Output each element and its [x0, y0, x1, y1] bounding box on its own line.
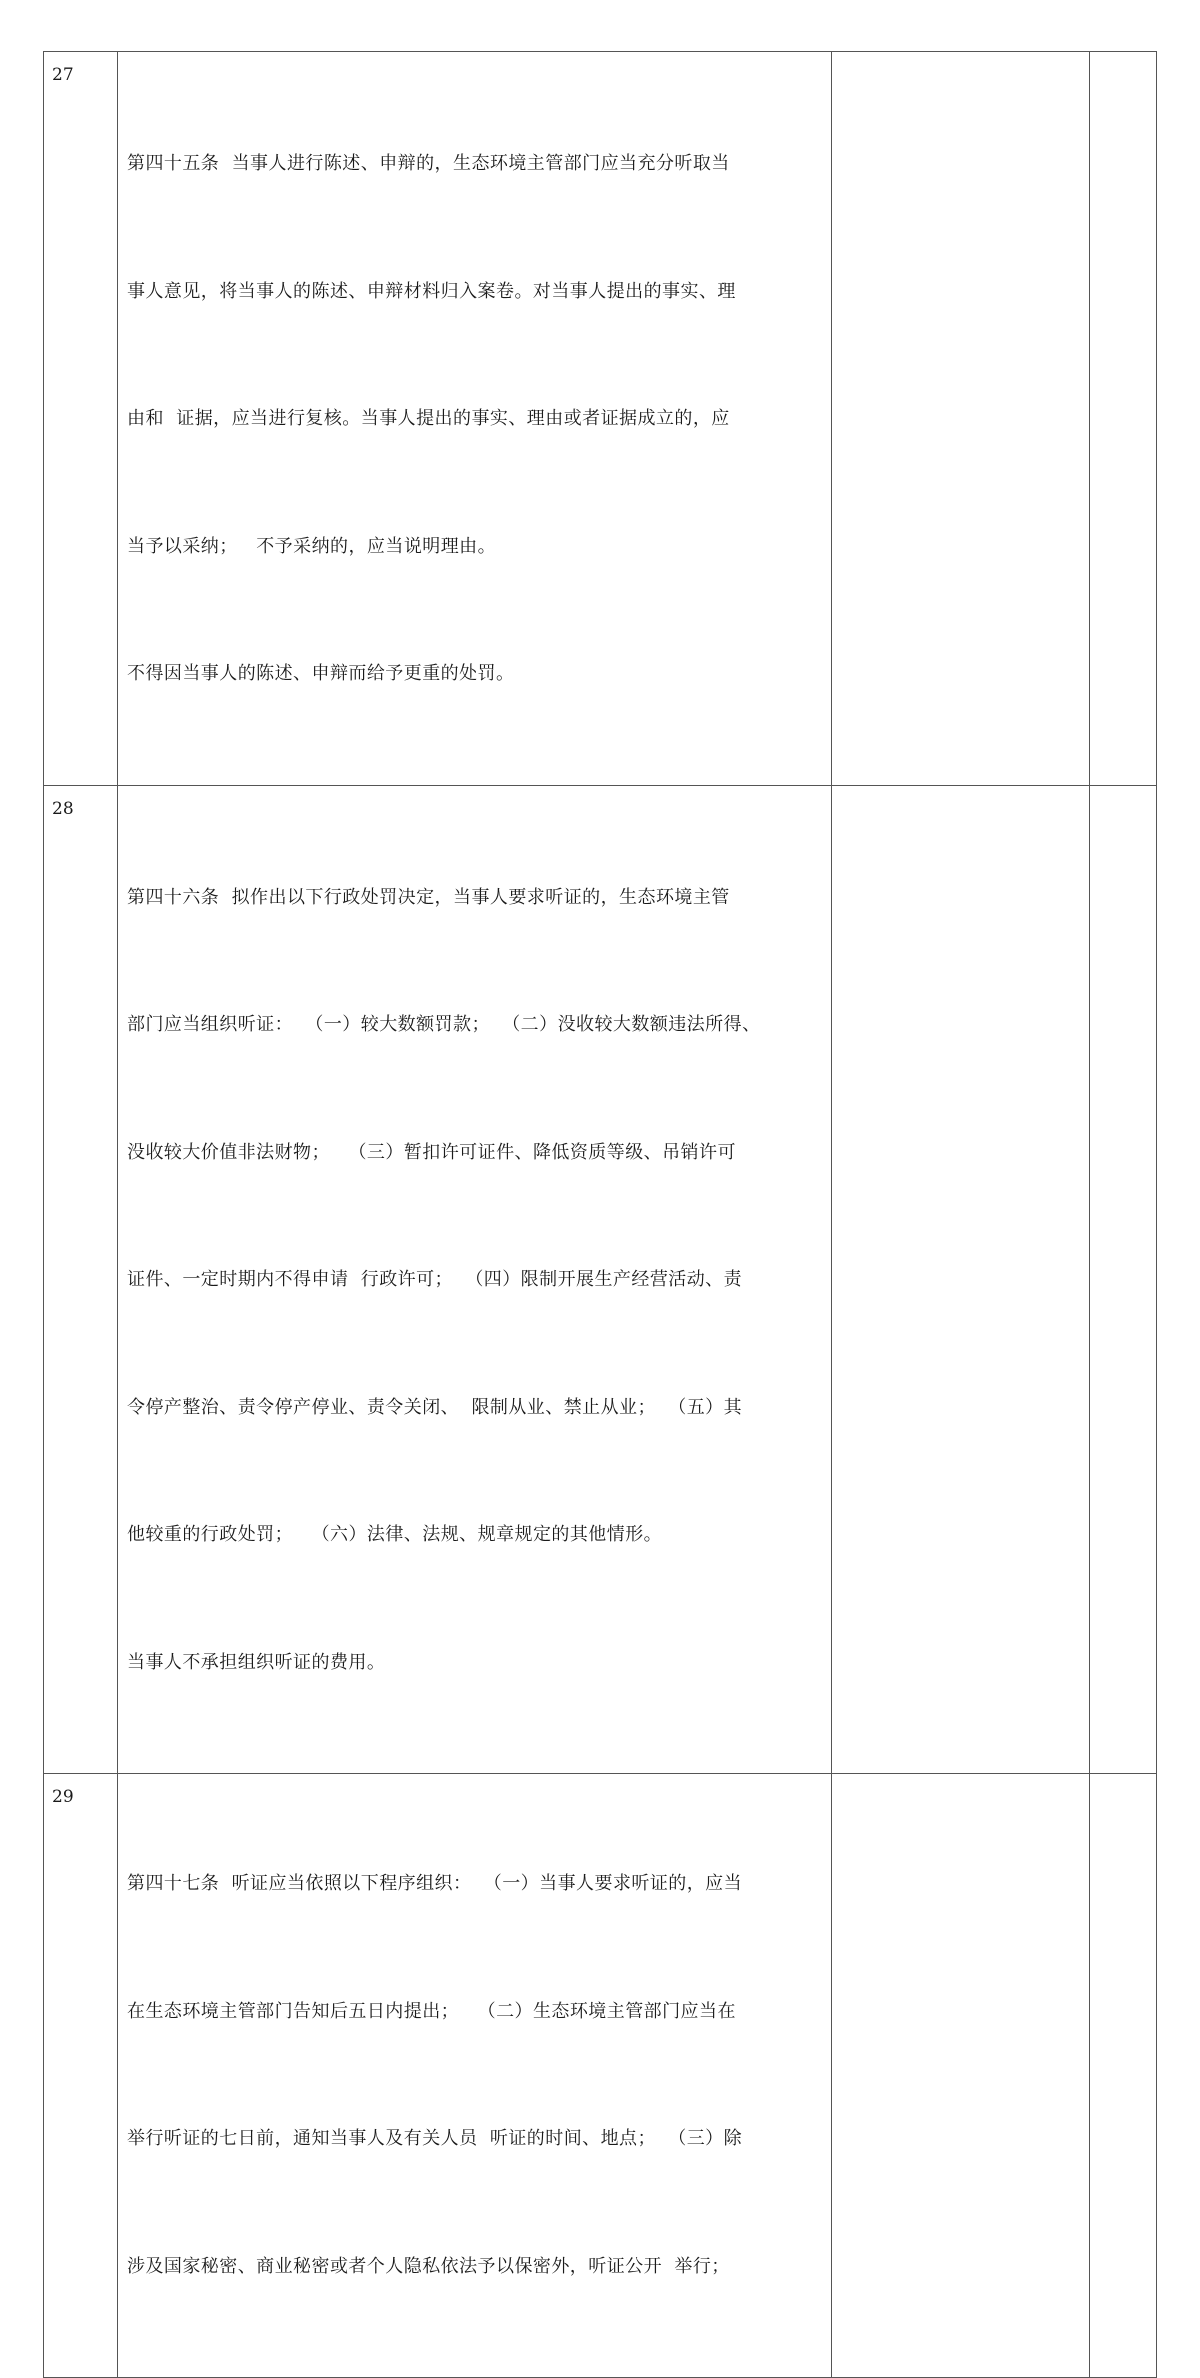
text-line: 部门应当组织听证： （一）较大数额罚款； （二）没收较大数额违法所得、 — [127, 1014, 761, 1035]
text-line: 他较重的行政处罚； （六）法律、法规、规章规定的其他情形。 — [127, 1524, 663, 1545]
text-line: 在生态环境主管部门告知后五日内提出； （二）生态环境主管部门应当在 — [127, 2000, 736, 2022]
text-line: 当予以采纳； 不予采纳的，应当说明理由。 — [127, 535, 497, 557]
empty-cell — [832, 785, 1090, 1774]
row-number-cell — [44, 1774, 118, 2378]
row-number: 27 — [52, 65, 74, 85]
article-text-cell — [118, 1774, 832, 2378]
text-line: 涉及国家秘密、商业秘密或者个人隐私依法予以保密外，听证公开 举行； — [127, 2255, 730, 2277]
row-number: 29 — [52, 1787, 74, 1807]
article-text-cell — [118, 785, 832, 1774]
text-line: 当事人不承担组织听证的费用。 — [127, 1651, 386, 1673]
empty-cell — [1090, 785, 1157, 1774]
article-text-cell — [118, 52, 832, 786]
row-number-cell — [44, 785, 118, 1774]
text-line: 没收较大价值非法财物； （三）暂扣许可证件、降低资质等级、吊销许可 — [127, 1141, 736, 1163]
row-number: 28 — [52, 798, 74, 819]
text-line: 不得因当事人的陈述、申辩而给予更重的处罚。 — [127, 663, 515, 684]
text-line: 事人意见，将当事人的陈述、申辩材料归入案卷。对当事人提出的事实、理 — [127, 280, 736, 302]
regulation-table — [43, 51, 1157, 2378]
text-line: 证件、一定时期内不得申请 行政许可； （四）限制开展生产经营活动、责 — [127, 1269, 743, 1290]
table-row — [44, 785, 1157, 1774]
empty-cell — [832, 1774, 1090, 2378]
empty-cell — [832, 52, 1090, 786]
text-line: 举行听证的七日前，通知当事人及有关人员 听证的时间、地点； （三）除 — [127, 2128, 743, 2149]
text-line: 第四十五条 当事人进行陈述、申辩的，生态环境主管部门应当充分听取当 — [127, 153, 730, 174]
empty-cell — [1090, 52, 1157, 786]
text-line: 由和 证据，应当进行复核。当事人提出的事实、理由或者证据成立的，应 — [127, 408, 730, 429]
table-row — [44, 52, 1157, 786]
empty-cell — [1090, 1774, 1157, 2378]
table-row — [44, 1774, 1157, 2378]
row-number-cell — [44, 52, 118, 786]
text-line: 第四十六条 拟作出以下行政处罚决定，当事人要求听证的，生态环境主管 — [127, 886, 730, 908]
text-line: 第四十七条 听证应当依照以下程序组织： （一）当事人要求听证的，应当 — [127, 1873, 743, 1894]
text-line: 令停产整治、责令停产停业、责令关闭、 限制从业、禁止从业； （五）其 — [127, 1396, 743, 1418]
